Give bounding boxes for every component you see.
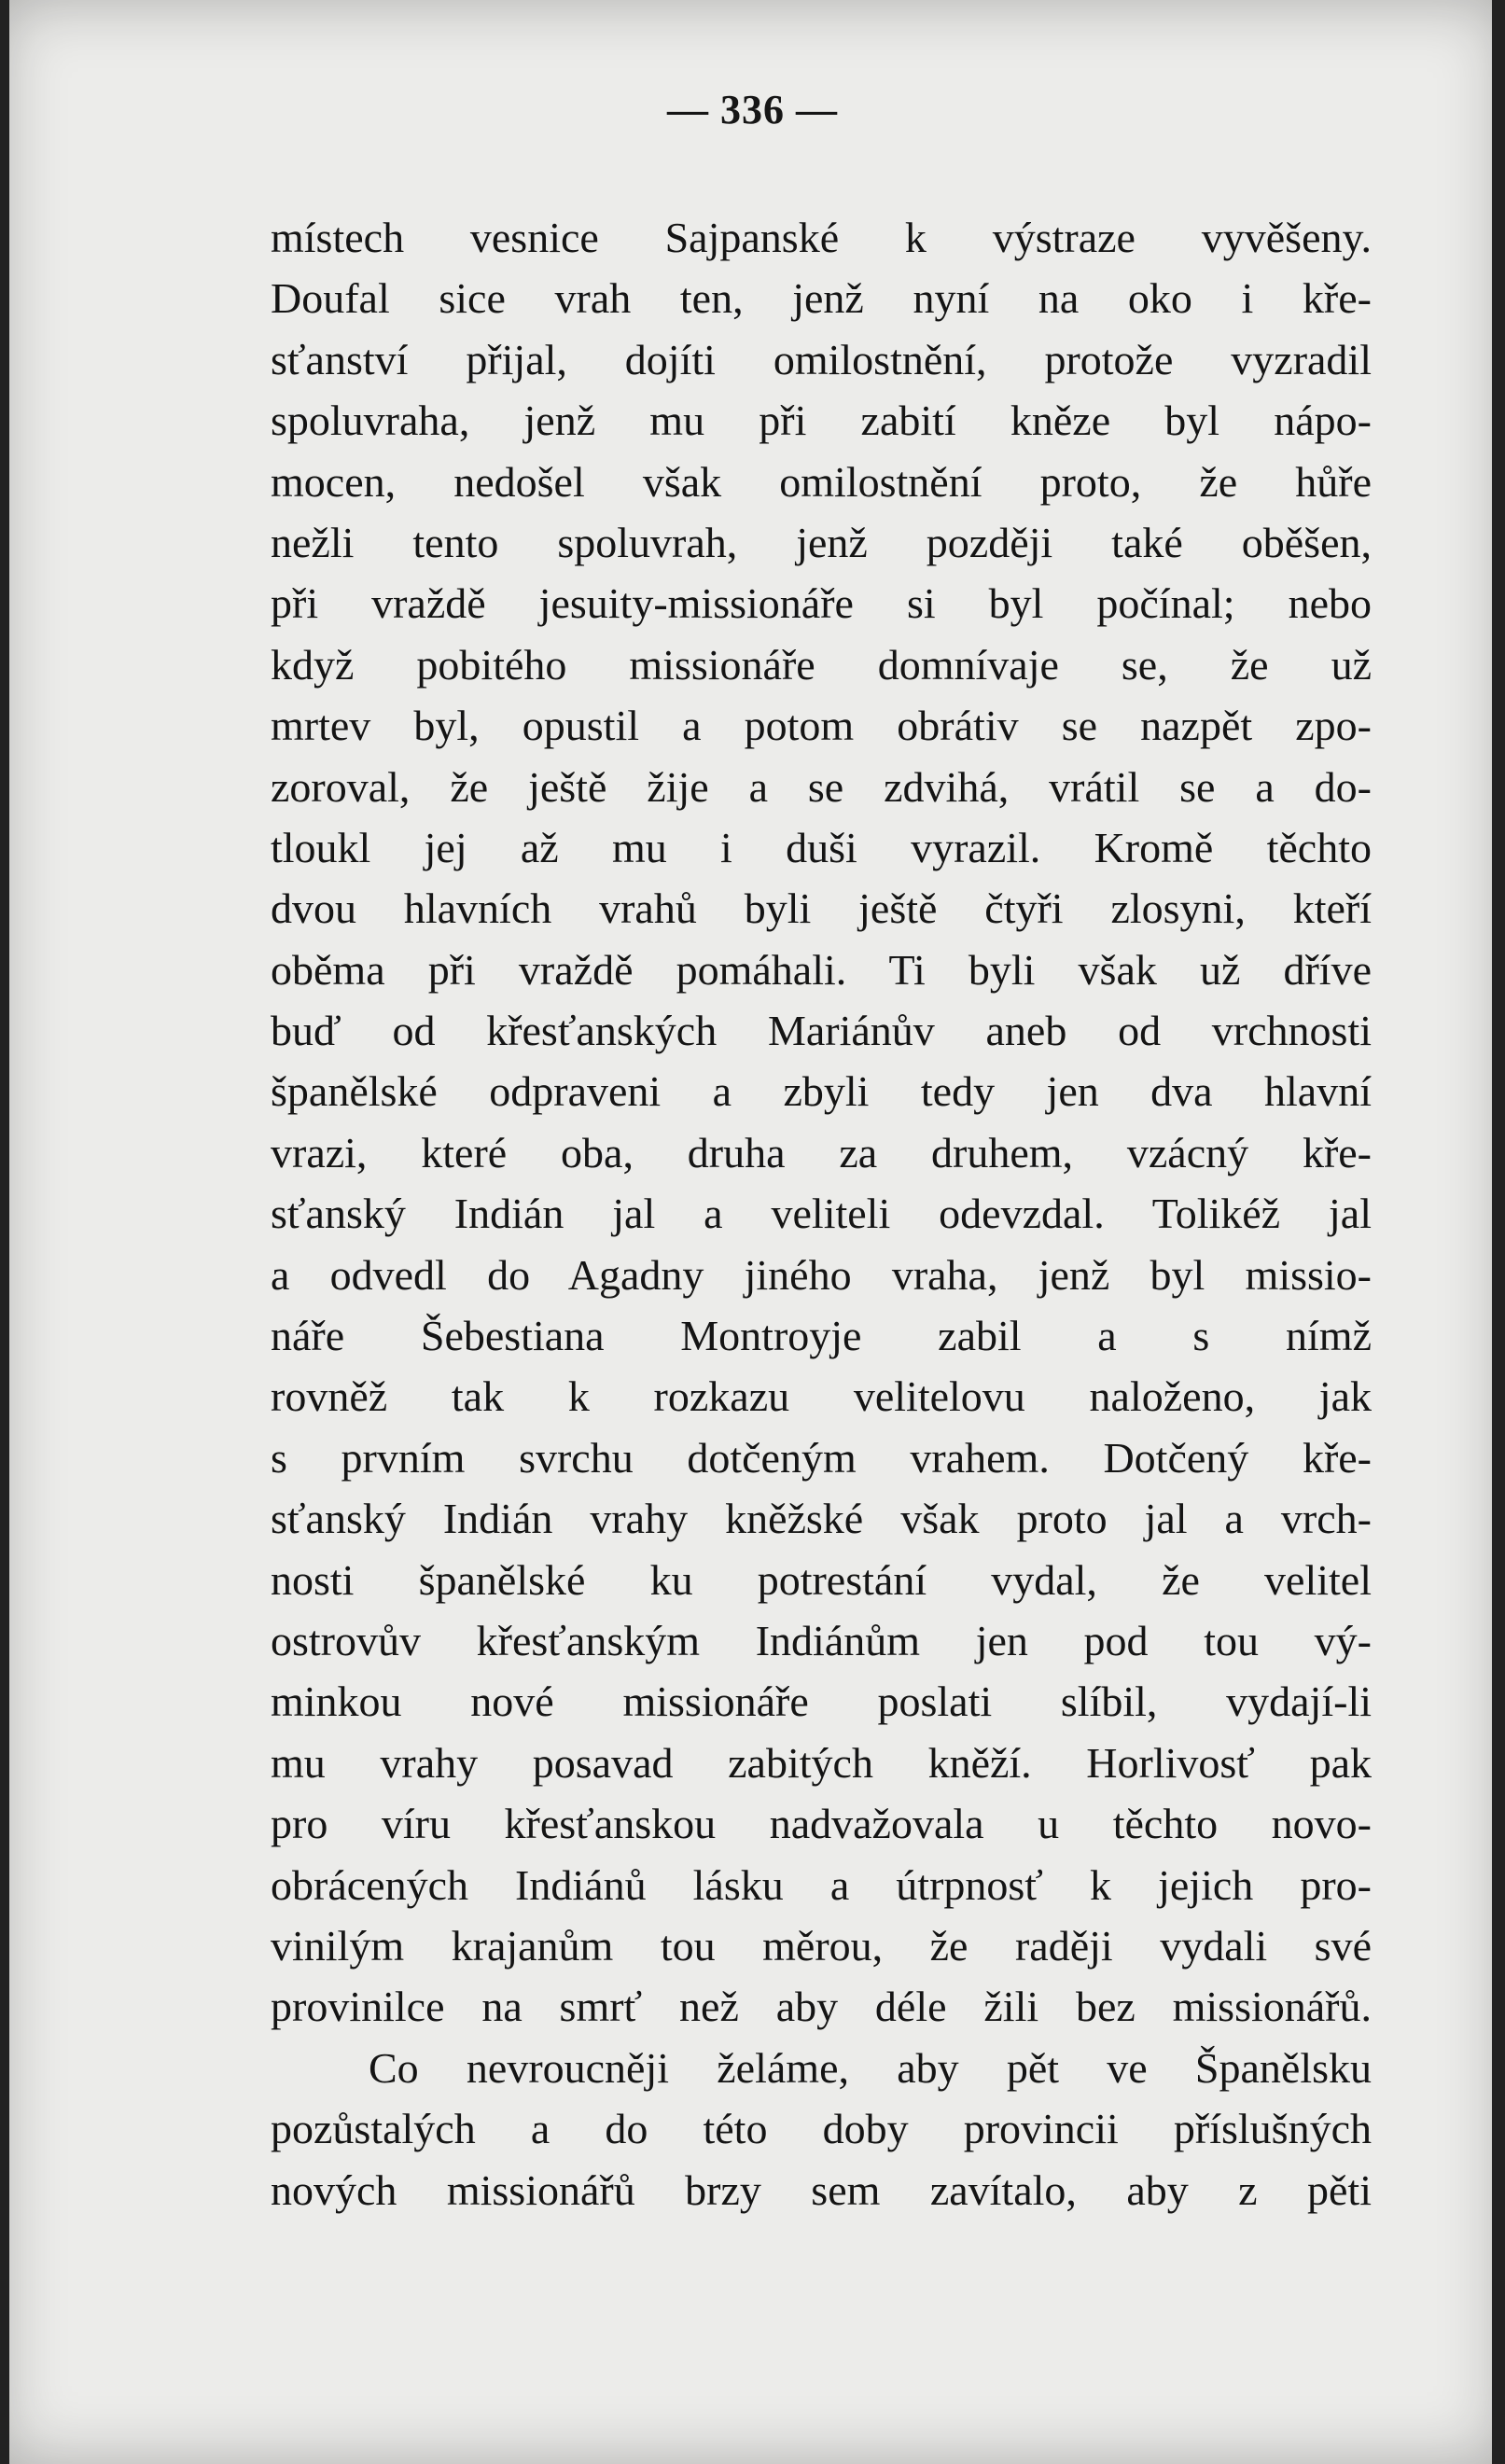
scan-edge-left <box>0 0 9 2464</box>
text-line: rovněž tak k rozkazu velitelovu naloženo, jak <box>271 1372 1372 1421</box>
page-number: — 336 — <box>667 87 838 132</box>
text-line: při vraždě jesuity-missionáře si byl počínal; nebo <box>271 579 1372 628</box>
text-line: nežli tento spoluvrah, jenž později také oběšen, <box>271 518 1372 566</box>
text-line: dvou hlavních vrahů byli ještě čtyři zlosyni, kteří <box>271 884 1372 933</box>
text-line: tloukl jej až mu i duši vyrazil. Kromě těchto <box>271 823 1372 871</box>
text-line: vinilým krajanům tou měrou, že raději vydali své <box>271 1921 1372 1970</box>
text-line: minkou nové missionáře poslati slíbil, vydají-li <box>271 1677 1372 1726</box>
paragraph-start-line: Co nevroucněji želáme, aby pět ve Španělsku <box>369 2043 1372 2092</box>
text-line: provinilce na smrť než aby déle žili bez missionářů. <box>271 1983 1372 2031</box>
text-line: pozůstalých a do této doby provincii příslušných <box>271 2105 1372 2153</box>
text-line: obrácených Indiánů lásku a útrpnosť k jejich pro- <box>271 1860 1372 1909</box>
text-line: místech vesnice Sajpanské k výstraze vyvěšeny. <box>271 214 1372 261</box>
text-line: mu vrahy posavad zabitých kněží. Horlivosť pak <box>271 1738 1372 1787</box>
text-line: španělské odpraveni a zbyli tedy jen dva hlavní <box>271 1067 1372 1116</box>
text-line: nových missionářů brzy sem zavítalo, aby z pěti <box>271 2165 1372 2214</box>
text-line: mocen, nedošel však omilostnění proto, že hůře <box>271 457 1372 506</box>
text-line: vrazi, které oba, druha za druhem, vzácný kře- <box>271 1128 1372 1176</box>
text-line: ostrovův křesťanským Indiánům jen pod tou vý- <box>271 1616 1372 1664</box>
text-line: s prvním svrchu dotčeným vrahem. Dotčený kře- <box>271 1433 1372 1482</box>
text-line: mrtev byl, opustil a potom obrátiv se nazpět zpo- <box>271 702 1372 750</box>
text-line: sťanský Indián jal a veliteli odevzdal. Tolikéž jal <box>271 1190 1372 1238</box>
text-line: pro víru křesťanskou nadvažovala u těchto novo- <box>271 1800 1372 1848</box>
scan-edge-right <box>1492 0 1505 2464</box>
text-line: oběma při vraždě pomáhali. Ti byli však už dříve <box>271 945 1372 994</box>
text-line: zoroval, že ještě žije a se zdvihá, vrátil se a do- <box>271 762 1372 811</box>
text-line: a odvedl do Agadny jiného vraha, jenž byl missio- <box>271 1250 1372 1299</box>
body-text <box>271 207 1372 2220</box>
text-line: buď od křesťanských Mariánův aneb od vrchnosti <box>271 1007 1372 1055</box>
text-line: když pobitého missionáře domnívaje se, že už <box>271 640 1372 689</box>
text-line: sťanství přijal, dojíti omilostnění, protože vyzradil <box>271 335 1372 383</box>
text-line: spoluvraha, jenž mu při zabití kněze byl nápo- <box>271 397 1372 445</box>
text-line: náře Šebestiana Montroyje zabil a s nímž <box>271 1312 1372 1360</box>
text-line: Doufal sice vrah ten, jenž nyní na oko i kře- <box>271 274 1372 323</box>
text-line: sťanský Indián vrahy kněžské však proto jal a vrch- <box>271 1495 1372 1543</box>
text-line: nosti španělské ku potrestání vydal, že velitel <box>271 1555 1372 1604</box>
